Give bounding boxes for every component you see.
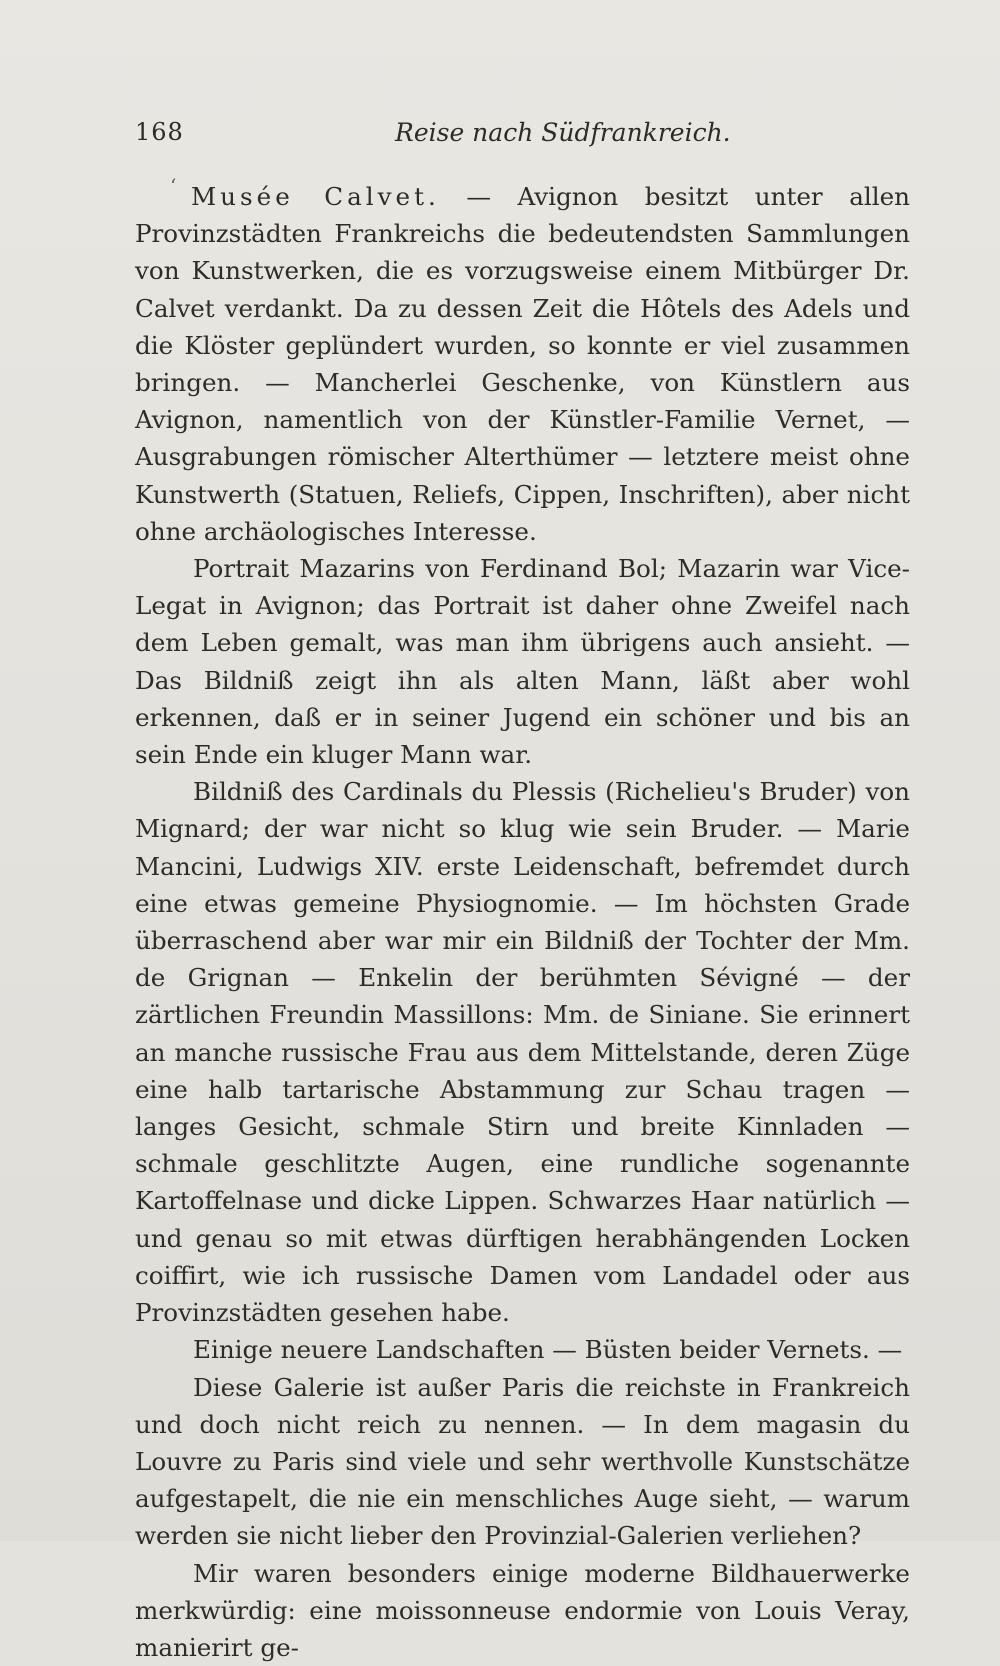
margin-mark: ‘ <box>170 174 177 198</box>
running-head: Reise nach Südfrankreich. <box>395 118 731 147</box>
body-text <box>135 178 910 1666</box>
paragraph-bildhauerwerke: Mir waren besonders einige moderne Bildhauerwerke merkwürdig: eine moissonneuse endormie von Louis Veray, manierirt ge- <box>135 1558 910 1662</box>
paragraph-galerie: Diese Galerie ist außer Paris die reichste in Frankreich und doch nicht reich zu nennen. — In dem magasin du Louvre zu Paris sind viele und sehr werthvolle Kunstschätze aufgestapelt, die nie ein menschliches Auge sieht, — warum werden sie nicht lieber den Provinzial-Galerien verliehen? <box>135 1372 910 1551</box>
paragraph-landschaften: Einige neuere Landschaften — Büsten beider Vernets. — <box>193 1335 903 1365</box>
page-header <box>135 118 910 154</box>
paragraph-portrait-mazarin: Portrait Mazarins von Ferdinand Bol; Mazarin war Vice-Legat in Avignon; das Portrait ist daher ohne Zweifel nach dem Leben gemalt, was man ihm übrigens auch ansieht. — Das Bildniß zeigt ihn als alten Mann, läßt aber wohl erkennen, daß er in seiner Jugend ein schöner und bis an sein Ende ein kluger Mann war. <box>135 554 910 770</box>
paragraph-bildniss-cardinal: Bildniß des Cardinals du Plessis (Richelieu's Bruder) von Mignard; der war nicht so klug wie sein Bruder. — Marie Mancini, Ludwigs XIV. erste Leidenschaft, befremdet durch eine etwas gemeine Physiognomie. — Im höchsten Grade überraschend aber war mir ein Bildniß der Tochter der Mm. de Grignan — Enkelin der berühmten Sévigné — der zärtlichen Freundin Massillons: Mm. de Siniane. Sie erinnert an manche russische Frau aus dem Mittelstande, deren Züge eine halb tartarische Abstammung zur Schau tragen — langes Gesicht, schmale Stirn und breite Kinnladen — schmale geschlitzte Augen, eine rundliche sogenannte Kartoffelnase und dicke Lippen. Schwarzes Haar natürlich — und genau so mit etwas dürftigen herabhängenden Locken coiffirt, wie ich russische Damen vom Landadel oder aus Provinzstädten gesehen habe. <box>135 777 910 1328</box>
paragraph-musee-calvet <box>135 178 910 550</box>
paragraph-text: — Avignon besitzt unter allen Provinzstädten Frankreichs die bedeutendsten Sammlungen von Kunstwerken, die es vorzugsweise einem Mitbürger Dr. Calvet verdankt. Da zu dessen Zeit die Hôtels des Adels und die Klöster geplündert wurden, so konnte er viel zusammen bringen. — Mancherlei Geschenke, von Künstlern aus Avignon, namentlich von der Künstler-Familie Vernet, — Ausgrabungen römischer Alterthümer — letztere meist ohne Kunstwerth (Statuen, Reliefs, Cippen, Inschriften), aber nicht ohne archäologisches Interesse. <box>135 182 910 546</box>
page-number: 168 <box>135 118 184 146</box>
section-lead: Musée Calvet. <box>191 182 440 211</box>
